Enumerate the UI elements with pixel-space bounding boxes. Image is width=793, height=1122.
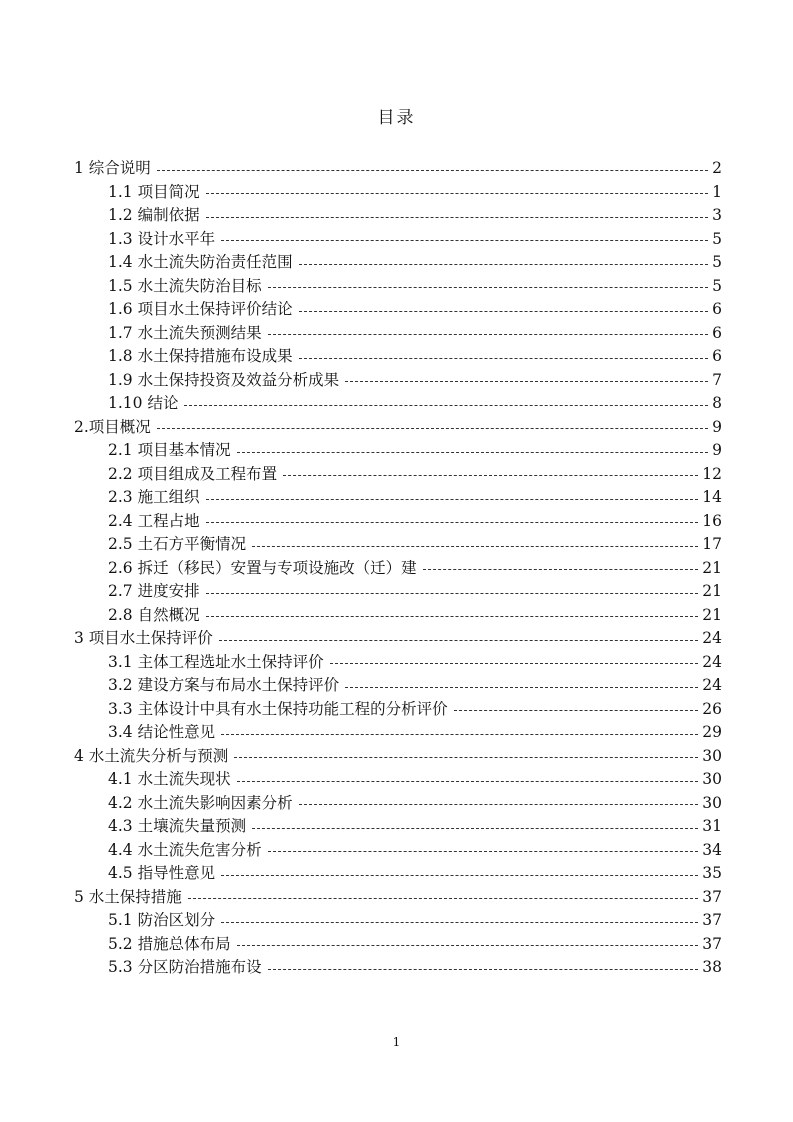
toc-entry-page: 37 [702, 911, 722, 929]
toc-entry[interactable] [108, 203, 722, 227]
toc-leader [299, 803, 699, 805]
toc-entry[interactable] [108, 180, 722, 204]
toc-entry[interactable] [108, 838, 722, 862]
toc-entry-label: 2.5 土石方平衡情况 [108, 535, 247, 553]
toc-entry-page: 8 [712, 394, 722, 412]
toc-leader [237, 944, 699, 946]
toc-entry-label: 5 水土保持措施 [74, 887, 182, 906]
toc-entry-label: 4.3 土壤流失量预测 [108, 817, 247, 835]
toc-entry-label: 1.1 项目简况 [108, 182, 200, 201]
toc-leader [206, 192, 708, 194]
toc-entry-page: 6 [712, 323, 722, 342]
toc-leader [206, 498, 699, 500]
toc-title: 目录 [377, 108, 416, 128]
toc-entry-label: 2.4 工程占地 [108, 511, 200, 530]
toc-entry-label: 4.5 指导性意见 [108, 864, 216, 882]
toc-leader [268, 333, 708, 335]
toc-leader [206, 216, 708, 218]
toc-entry-label: 5.2 措施总体布局 [108, 934, 231, 953]
toc-leader [299, 357, 708, 359]
toc-entry-page: 30 [702, 746, 722, 765]
toc-entry-page: 24 [702, 676, 722, 694]
toc-entry[interactable] [108, 814, 722, 838]
toc-entry-page: 6 [712, 300, 722, 318]
toc-entry-page: 34 [702, 840, 722, 859]
toc-leader [221, 733, 698, 735]
toc-entry[interactable] [108, 344, 722, 368]
toc-entry[interactable] [108, 227, 722, 251]
toc-entry-page: 14 [702, 488, 722, 506]
toc-leader [345, 380, 708, 382]
toc-entry-label: 3.1 主体工程选址水土保持评价 [108, 652, 324, 671]
toc-entry[interactable] [108, 556, 722, 580]
toc-entry[interactable] [74, 156, 722, 180]
toc-entry-label: 3.4 结论性意见 [108, 723, 216, 741]
toc-entry-label: 1.10 结论 [108, 394, 179, 412]
toc-entry-page: 16 [702, 511, 722, 530]
toc-leader [188, 897, 698, 899]
toc-leader [252, 545, 698, 547]
toc-entry[interactable] [108, 908, 722, 932]
toc-entry-label: 4.2 水土流失影响因素分析 [108, 793, 293, 812]
toc-leader [221, 239, 708, 241]
toc-entry[interactable] [108, 250, 722, 274]
toc-entry-page: 38 [702, 958, 722, 976]
toc-entry-label: 3 项目水土保持评价 [74, 629, 213, 647]
toc-entry-page: 24 [702, 652, 722, 671]
toc-entry-page: 3 [712, 206, 722, 224]
toc-entry[interactable] [108, 720, 722, 744]
toc-leader [157, 169, 708, 171]
toc-entry-page: 2 [712, 159, 722, 177]
toc-entry-label: 4 水土流失分析与预测 [74, 746, 229, 765]
toc-entry[interactable] [108, 509, 722, 533]
toc-entry-page: 5 [712, 253, 722, 271]
toc-entry-page: 7 [712, 370, 722, 389]
toc-entry-label: 2.6 拆迁（移民）安置与专项设施改（迁）建 [108, 558, 417, 577]
toc-leader [237, 451, 708, 453]
toc-entry[interactable] [74, 744, 722, 768]
toc-entry-page: 17 [702, 535, 722, 553]
toc-leader [283, 474, 698, 476]
toc-entry-page: 1 [712, 182, 722, 201]
toc-entry[interactable] [108, 368, 722, 392]
toc-entry-label: 2.2 项目组成及工程布置 [108, 464, 278, 483]
toc-entry[interactable] [108, 391, 722, 415]
toc-entry-page: 9 [712, 417, 722, 436]
toc-entry[interactable] [108, 650, 722, 674]
toc-entry-page: 6 [712, 347, 722, 365]
toc-entry-page: 5 [712, 229, 722, 248]
toc-leader [268, 968, 699, 970]
toc-leader [206, 615, 699, 617]
toc-entry-label: 1.4 水土流失防治责任范围 [108, 253, 293, 271]
toc-entry[interactable] [108, 955, 722, 979]
toc-entry[interactable] [108, 297, 722, 321]
toc-entry[interactable] [108, 932, 722, 956]
toc-leader [454, 709, 699, 711]
toc-entry[interactable] [74, 885, 722, 909]
toc-entry-page: 30 [702, 793, 722, 812]
toc-leader [221, 874, 698, 876]
toc-entry[interactable] [108, 274, 722, 298]
toc-entry[interactable] [74, 415, 722, 439]
toc-entry[interactable] [108, 697, 722, 721]
toc-leader [252, 827, 698, 829]
toc-entry[interactable] [108, 321, 722, 345]
page-number: 1 [392, 1035, 401, 1049]
toc-entry[interactable] [108, 767, 722, 791]
toc-entry-page: 37 [702, 934, 722, 953]
toc-entry-label: 3.2 建设方案与布局水土保持评价 [108, 676, 340, 694]
toc-entry-label: 2.项目概况 [74, 417, 151, 436]
toc-entry-label: 1 综合说明 [74, 159, 151, 177]
toc-entry-label: 2.7 进度安排 [108, 582, 200, 600]
toc-leader [184, 404, 708, 406]
toc-entry-label: 2.3 施工组织 [108, 488, 200, 506]
toc-leader [423, 568, 699, 570]
toc-entry-page: 24 [702, 629, 722, 647]
toc-entry-label: 4.1 水土流失现状 [108, 770, 231, 788]
toc-entry[interactable] [108, 462, 722, 486]
toc-entry-page: 31 [702, 817, 722, 835]
toc-leader [157, 427, 708, 429]
toc-entry-page: 12 [702, 464, 722, 483]
toc-entry[interactable] [74, 626, 722, 650]
toc-entry-page: 30 [702, 770, 722, 788]
toc-leader [330, 662, 699, 664]
toc-entry-label: 4.4 水土流失危害分析 [108, 840, 262, 859]
toc-entry-page: 26 [702, 699, 722, 718]
toc-leader [206, 592, 699, 594]
toc-leader [299, 263, 708, 265]
toc-leader [345, 686, 698, 688]
toc-entry[interactable] [108, 485, 722, 509]
toc-entry[interactable] [108, 603, 722, 627]
toc-entry-label: 1.5 水土流失防治目标 [108, 276, 262, 295]
toc-entry-page: 5 [712, 276, 722, 295]
toc-entry-page: 9 [712, 441, 722, 459]
toc-leader [206, 521, 699, 523]
toc-entry-label: 1.9 水土保持投资及效益分析成果 [108, 370, 340, 389]
toc-entry-page: 21 [702, 582, 722, 600]
toc-entry[interactable] [108, 673, 722, 697]
toc-entry[interactable] [108, 861, 722, 885]
toc-entry-page: 35 [702, 864, 722, 882]
toc-leader [237, 780, 699, 782]
toc-entry-label: 1.2 编制依据 [108, 206, 200, 224]
toc-entry[interactable] [108, 579, 722, 603]
toc-entry[interactable] [108, 438, 722, 462]
toc-entry-label: 2.1 项目基本情况 [108, 441, 231, 459]
toc-entry-label: 1.7 水土流失预测结果 [108, 323, 262, 342]
toc-entry-page: 29 [702, 723, 722, 741]
toc-leader [234, 756, 698, 758]
toc-entry-label: 1.6 项目水土保持评价结论 [108, 300, 293, 318]
toc-entry-label: 1.8 水土保持措施布设成果 [108, 347, 293, 365]
toc-entry-label: 1.3 设计水平年 [108, 229, 216, 248]
toc-entry-page: 37 [702, 887, 722, 906]
toc-entry[interactable] [108, 532, 722, 556]
toc-leader [268, 286, 708, 288]
toc-entry-page: 21 [702, 605, 722, 624]
toc-leader [221, 921, 698, 923]
toc-entry-label: 5.3 分区防治措施布设 [108, 958, 262, 976]
toc-entry-label: 2.8 自然概况 [108, 605, 200, 624]
toc-leader [299, 310, 708, 312]
toc-entry-page: 21 [702, 558, 722, 577]
toc-entry[interactable] [108, 791, 722, 815]
toc-leader [268, 850, 699, 852]
toc-entry-label: 3.3 主体设计中具有水土保持功能工程的分析评价 [108, 699, 448, 718]
toc-leader [219, 639, 698, 641]
toc-entry-label: 5.1 防治区划分 [108, 911, 216, 929]
